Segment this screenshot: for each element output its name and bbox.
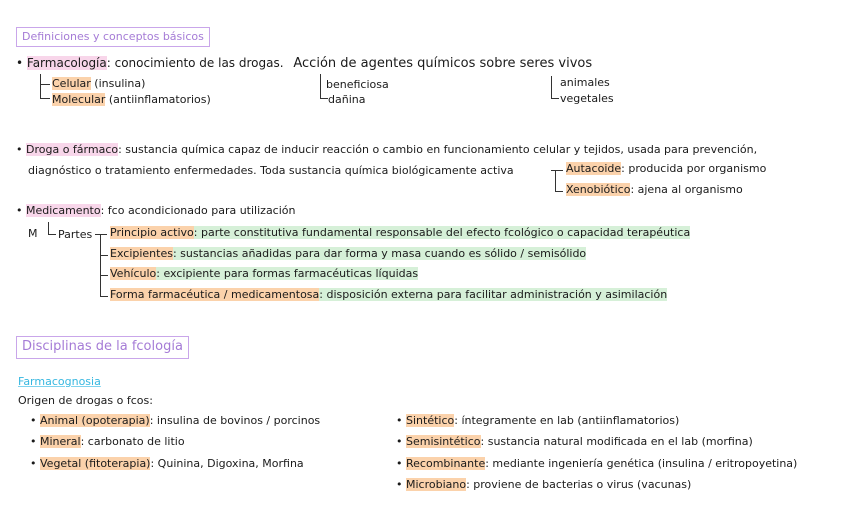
parte-item — [110, 247, 586, 260]
origen-item — [396, 478, 691, 491]
tree-line — [100, 255, 108, 256]
origen-def: : sustancia natural modificada en el lab (morfina) — [480, 435, 753, 448]
origen-def: : mediante ingeniería genética (insulina / eritropoyetina) — [485, 457, 798, 470]
bullet: • — [396, 457, 406, 470]
origen-term: Microbiano — [406, 478, 467, 491]
tree-line — [555, 170, 556, 191]
medicamento-term: Medicamento — [26, 204, 101, 217]
droga-line2: diagnóstico o tratamiento enfermedades. Toda sustancia química biológicamente activa — [28, 164, 514, 177]
autacoide-item — [566, 162, 766, 175]
bullet: • — [16, 143, 26, 156]
tree-line — [555, 191, 563, 192]
section-title-definiciones — [16, 27, 210, 47]
origen-item — [30, 435, 185, 448]
origen-term: Mineral — [40, 435, 81, 448]
parte-term: Vehículo — [110, 267, 157, 280]
origen-term: Semisintético — [406, 435, 481, 448]
droga-line1 — [16, 143, 757, 156]
tree-line — [551, 76, 552, 98]
parte-item — [110, 288, 667, 301]
parte-item — [110, 267, 418, 280]
parte-def: : excipiente para formas farmacéuticas líquidas — [156, 267, 419, 280]
bullet: • — [30, 414, 40, 427]
tree-line — [320, 98, 328, 99]
tree-line — [95, 234, 107, 235]
farmacologia-def2: Acción de agentes químicos sobre seres vivos — [293, 56, 593, 71]
tree-line — [40, 74, 41, 98]
parte-item — [110, 226, 690, 239]
origen-def: : carbonato de litio — [80, 435, 185, 448]
farmacologia-line — [16, 56, 592, 71]
celular-note: (insulina) — [94, 77, 146, 90]
origen-item — [396, 457, 797, 470]
autacoide-term: Autacoide — [566, 162, 622, 175]
tree-line — [48, 234, 56, 235]
xenobiotico-term: Xenobiótico — [566, 183, 631, 196]
bullet: • — [396, 478, 406, 491]
medicamento-def: : fco acondicionado para utilización — [100, 204, 296, 217]
tree-line — [48, 222, 49, 234]
tree-line — [551, 170, 563, 171]
tree-line — [320, 74, 321, 98]
bullet: • — [30, 435, 40, 448]
medicamento-line — [16, 204, 295, 217]
parte-term: Excipientes — [110, 247, 173, 260]
section-title-disciplinas — [16, 336, 189, 359]
molecular-item — [52, 93, 211, 106]
beneficiosa-item: beneficiosa — [326, 78, 389, 91]
droga-def-line1: : sustancia química capaz de inducir reacción o cambio en funcionamiento celular y tejidos, usada para prevención, — [118, 143, 758, 156]
medicamento-m: M — [28, 227, 38, 240]
parte-def: : sustancias añadidas para dar forma y masa cuando es sólido / semisólido — [172, 247, 587, 260]
autacoide-def: : producida por organismo — [621, 162, 767, 175]
parte-def: : parte constitutiva fundamental responsable del efecto fcológico o capacidad terapéutica — [193, 226, 691, 239]
origen-term: Sintético — [406, 414, 455, 427]
partes-label: Partes — [58, 228, 93, 241]
bullet: • — [16, 204, 26, 217]
origen-item — [396, 435, 753, 448]
xenobiotico-def: : ajena al organismo — [630, 183, 743, 196]
origen-term: Recombinante — [406, 457, 486, 470]
origen-def: : Quinina, Digoxina, Morfina — [150, 457, 304, 470]
tree-line — [100, 234, 101, 296]
section-title-text: Definiciones y conceptos básicos — [22, 30, 204, 43]
celular-term: Celular — [52, 77, 91, 90]
bullet: • — [30, 457, 40, 470]
tree-line — [551, 98, 559, 99]
droga-term: Droga o fármaco — [26, 143, 119, 156]
section-title-text: Disciplinas de la fcología — [22, 339, 183, 354]
origen-term: Animal (opoterapia) — [40, 414, 150, 427]
origen-def: : íntegramente en lab (antiinflamatorios) — [454, 414, 680, 427]
farmacologia-term: Farmacología — [26, 56, 107, 70]
farmacognosia-title: Farmacognosia — [18, 375, 101, 388]
origen-item — [396, 414, 679, 427]
tree-line — [40, 98, 50, 99]
molecular-term: Molecular — [52, 93, 106, 106]
molecular-note: (antiinflamatorios) — [108, 93, 211, 106]
origen-item — [30, 414, 320, 427]
animales-item: animales — [560, 76, 610, 89]
tree-line — [40, 84, 50, 85]
parte-def: : disposición externa para facilitar administración y asimilación — [319, 288, 668, 301]
origen-term: Vegetal (fitoterapia) — [40, 457, 151, 470]
danina-item: dañina — [328, 93, 366, 106]
parte-term: Principio activo — [110, 226, 194, 239]
origen-label: Origen de drogas o fcos: — [18, 394, 153, 407]
tree-line — [100, 296, 108, 297]
farmacologia-def: : conocimiento de las drogas. — [106, 56, 284, 70]
bullet: • — [396, 414, 406, 427]
xenobiotico-item — [566, 183, 743, 196]
bullet: • — [16, 56, 27, 70]
tree-line — [100, 275, 108, 276]
origen-item — [30, 457, 304, 470]
origen-def: : proviene de bacterias o virus (vacunas) — [466, 478, 692, 491]
bullet: • — [396, 435, 406, 448]
celular-item — [52, 77, 145, 90]
vegetales-item: vegetales — [560, 92, 614, 105]
parte-term: Forma farmacéutica / medicamentosa — [110, 288, 320, 301]
origen-def: : insulina de bovinos / porcinos — [149, 414, 321, 427]
